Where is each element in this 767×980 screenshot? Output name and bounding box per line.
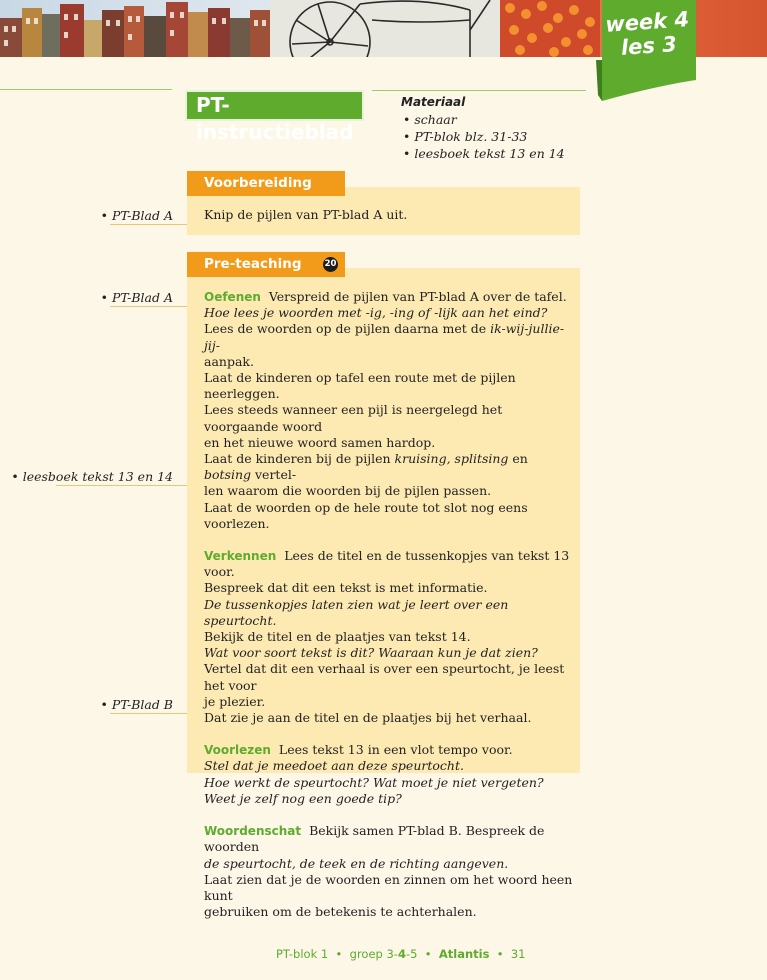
oefenen-line: aanpak. (204, 353, 254, 369)
lesson-label: les 3 (620, 32, 678, 60)
verkennen-line: je plezier. (204, 693, 266, 709)
voorlezen-line: Weet je zelf nog een goede tip? (204, 790, 402, 806)
materials-item: • schaar (403, 112, 457, 127)
materials-item: • leesboek tekst 13 en 14 (403, 146, 565, 161)
verkennen-line: De tussenkopjes laten zien wat je leert over een speurtocht. (204, 596, 509, 628)
page-title: PT-instructieblad (187, 92, 362, 119)
voorlezen-line: Hoe werkt de speurtocht? Wat moet je niet vergeten? (204, 774, 544, 790)
verkennen-line: Dat zie je aan de titel en de plaatjes bij het verhaal. (204, 710, 532, 726)
materials-item: • PT-blok blz. 31-33 (403, 129, 528, 144)
week-lesson-label (586, 6, 709, 62)
side-note-line (56, 485, 187, 486)
woordenschat-lead: Bekijk samen PT-blad B. Bespreek de woorden (204, 823, 545, 855)
oefenen-text: kruising, splitsing (394, 451, 509, 467)
voorlezen-line: Stel dat je meedoet aan deze speurtocht. (204, 758, 464, 774)
oefenen-line: len waarom die woorden bij de pijlen passen. (204, 483, 492, 499)
oefenen-line: en het nieuwe woord samen hardop. (204, 434, 436, 450)
oefenen-line (204, 321, 576, 353)
verkennen-keyword: Verkennen (204, 549, 277, 564)
verkennen-line: Vertel dat dit een verhaal is over een speurtocht, je leest het voor (204, 661, 565, 693)
oefenen-line (204, 289, 576, 305)
oefenen-text: ik-wij-jullie-jij- (204, 321, 565, 353)
materials-list (401, 94, 565, 162)
footer-group-text: groep 3- (349, 947, 398, 961)
footer-brand: Atlantis (438, 947, 490, 961)
week-label: week 4 (604, 7, 690, 37)
footer-separator: • (496, 947, 504, 961)
footer-separator: • (424, 947, 432, 961)
voorlezen-keyword: Voorlezen (204, 743, 271, 758)
page-number: 31 (510, 947, 526, 961)
woordenschat-keyword: Woordenschat (204, 824, 302, 839)
footer-block: PT-blok 1 (276, 947, 329, 961)
oefenen-text: en (508, 451, 528, 467)
verkennen-lead: Lees de titel en de tussenkopjes van tekst 13 voor. (204, 548, 570, 580)
side-note-woordenschat: • PT-Blad B (100, 697, 173, 712)
oefenen-text: botsing (204, 467, 252, 483)
preteaching-heading-label: Pre-teaching (204, 256, 302, 272)
oefenen-line: Lees steeds wanneer een pijl is neergelegd het voorgaande woord (204, 402, 503, 434)
preparation-heading: Voorbereiding (187, 171, 345, 196)
side-note-preparation: • PT-Blad A (100, 208, 173, 223)
footer-group-current: 4 (397, 947, 406, 961)
preteaching-text (204, 289, 576, 920)
preteaching-heading (187, 252, 345, 277)
voorlezen-lead: Lees tekst 13 in een vlot tempo voor. (278, 742, 513, 758)
oefenen-line: Laat de kinderen op tafel een route met de pijlen neerleggen. (204, 370, 516, 402)
oefenen-lead: Verspreid de pijlen van PT-blad A over de tafel. (268, 289, 567, 304)
oefenen-line: Laat de woorden op de hele route tot slot nog eens voorlezen. (204, 499, 528, 531)
side-note-oefenen: • PT-Blad A (100, 290, 173, 305)
divider-right (372, 90, 586, 91)
oefenen-text: Laat de kinderen bij de pijlen (204, 451, 395, 467)
oefenen-question: Hoe lees je woorden met -ig, -ing of -lijk aan het eind? (204, 305, 548, 321)
side-note-verkennen: • leesboek tekst 13 en 14 (11, 469, 173, 484)
week-lesson-tab (596, 0, 767, 101)
verkennen-line (204, 548, 576, 580)
footer-separator: • (335, 947, 343, 961)
footer-group (350, 947, 418, 961)
materials-heading: Materiaal (401, 95, 466, 109)
verkennen-line: Wat voor soort tekst is dit? Waaraan kun je dat zien? (204, 645, 538, 661)
verkennen-line: Bespreek dat dit een tekst is met informatie. (204, 580, 488, 596)
side-note-line (110, 306, 187, 307)
side-note-line (110, 713, 187, 714)
preparation-text: Knip de pijlen van PT-blad A uit. (204, 207, 408, 222)
woordenschat-line: gebruiken om de betekenis te achterhalen. (204, 904, 477, 920)
footer-group-text: -5 (405, 947, 418, 961)
voorlezen-line (204, 742, 576, 758)
duration-badge: 20 (323, 257, 338, 272)
woordenschat-line (204, 823, 576, 855)
oefenen-text: vertel- (251, 467, 297, 483)
oefenen-keyword: Oefenen (204, 290, 261, 304)
divider-left (0, 89, 172, 90)
page-footer (276, 947, 526, 961)
oefenen-text: Lees de woorden op de pijlen daarna met de (204, 321, 491, 337)
oefenen-line (204, 451, 576, 483)
woordenschat-line: Laat zien dat je de woorden en zinnen om het woord heen kunt (204, 871, 573, 903)
verkennen-line: Bekijk de titel en de plaatjes van tekst 14. (204, 629, 471, 645)
side-note-line (110, 224, 187, 225)
woordenschat-line: de speurtocht, de teek en de richting aangeven. (204, 855, 509, 871)
